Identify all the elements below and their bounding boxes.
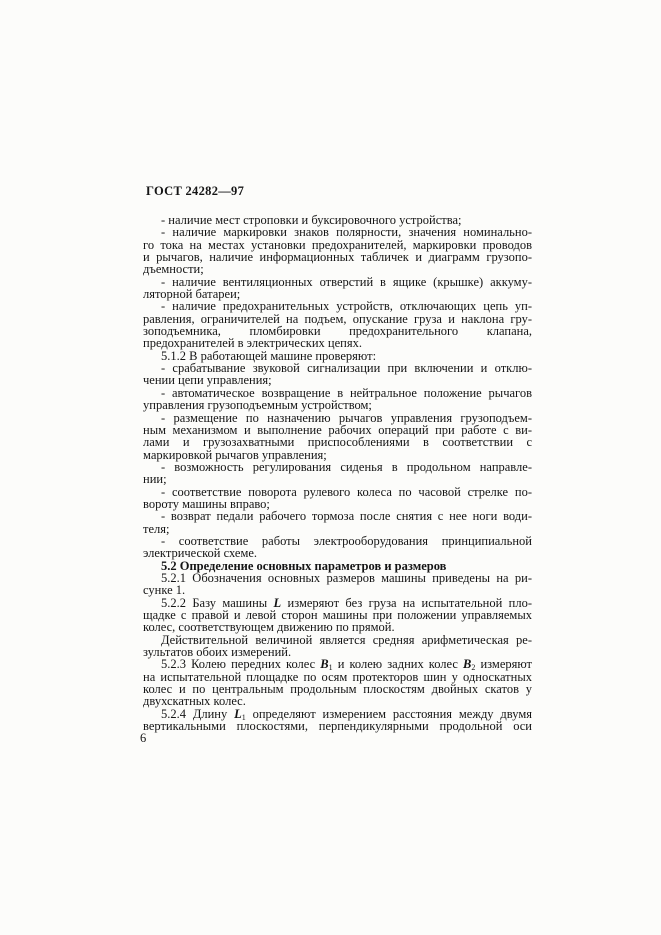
text-line: лами и грузозахватными приспособлениями в соответствии с	[143, 435, 532, 450]
subscript: 2	[471, 663, 476, 673]
text-line: электрической схеме.	[143, 546, 258, 561]
text-line: го тока на местах установки предохранителей, маркировки проводов	[143, 237, 532, 252]
paragraph	[143, 276, 532, 301]
text-line: 5.2.2 Базу машины L измеряют без груза на испытательной пло-	[161, 595, 532, 610]
paragraph	[143, 486, 532, 511]
text-line: дъемности;	[143, 262, 204, 277]
text-line: на испытательной площадке по осям протекторов шин у односкатных	[143, 669, 532, 684]
text-line: чении цепи управления;	[143, 373, 272, 388]
text-line: и рычагов, наличие информационных табличек и диаграмм грузопо-	[143, 250, 532, 265]
text-line: - наличие маркировки знаков полярности, значения номинально-	[161, 225, 532, 240]
text-line: 5.2.3 Колею передних колес $B_1$ и колею задних колес $B_2$ измеряют	[161, 657, 533, 673]
paragraph	[143, 412, 532, 461]
text-line: двухскатных колес.	[143, 694, 246, 709]
paragraph	[143, 572, 532, 597]
text-line: - автоматическое возвращение в нейтральное положение рычагов	[161, 385, 532, 400]
paragraph	[143, 226, 532, 275]
text-line: нии;	[143, 472, 167, 487]
dimension-variable: L	[273, 595, 282, 610]
text-line: Действительной величиной является средняя арифметическая ре-	[161, 632, 532, 647]
page-number: 6	[140, 731, 147, 745]
paragraph	[143, 300, 532, 349]
subscript: 1	[328, 663, 333, 673]
text-line: щадке с правой и левой сторон машины при положении управляемых	[143, 608, 532, 622]
text-line: теля;	[143, 521, 170, 536]
subscript: 1	[241, 712, 246, 722]
dimension-variable: B	[463, 657, 472, 672]
text-line: - возврат педали рабочего тормоза после снятия с нее ноги води-	[161, 509, 532, 524]
text-line: маркировкой рычагов управления;	[143, 447, 327, 462]
text-line: - соответствие поворота рулевого колеса по часовой стрелке по-	[161, 484, 532, 499]
text-line: - наличие вентиляционных отверстий в ящике (крышке) аккуму-	[161, 274, 532, 289]
paragraph	[143, 362, 532, 387]
text-line: зультатов обоих измерений.	[143, 645, 292, 660]
text-line: равления, ограничителей на подъем, опускание груза и наклона гру-	[143, 311, 532, 326]
text-line: 5.1.2 В работающей машине проверяют:	[161, 348, 377, 363]
page-content	[143, 184, 532, 732]
paragraph	[143, 634, 532, 659]
text-line: - наличие предохранительных устройств, отключающих цепь уп-	[161, 299, 532, 314]
dimension-variable: L	[234, 706, 242, 721]
text-line: - возможность регулирования сиденья в продольном направле-	[161, 459, 532, 474]
text-line: вороту машины вправо;	[143, 496, 270, 511]
text-line: сунке 1.	[143, 583, 186, 598]
paragraph	[143, 510, 532, 535]
document-standard-header: ГОСТ 24282—97	[146, 184, 245, 198]
text-line: зоподъемника, пломбировки предохранительного клапана,	[143, 324, 532, 339]
dimension-variable: B	[320, 657, 329, 672]
text-line: предохранителей в электрических цепях.	[143, 336, 362, 351]
text-line: вертикальными плоскостями, перпендикулярными продольной оси	[143, 719, 532, 734]
text-line: колес, соответствующем движению по прямой.	[143, 620, 395, 635]
paragraph	[143, 597, 532, 634]
text-line: колес и по центральным продольным плоскостям двойных скатов у	[143, 682, 532, 697]
document-body	[143, 214, 532, 732]
text-line: ляторной батареи;	[143, 287, 241, 302]
text-line: 5.2.1 Обозначения основных размеров машины приведены на ри-	[161, 570, 532, 585]
paragraph	[143, 535, 532, 560]
paragraph	[143, 387, 532, 412]
text-line: ным механизмом и выполнение рабочих операций при работе с ви-	[143, 422, 532, 437]
text-line: - срабатывание звуковой сигнализации при включении и отклю-	[161, 361, 532, 376]
text-line: 5.2.4 Длину $L_1$ определяют измерением расстояния между двумя	[161, 706, 532, 722]
text-line: - соответствие работы электрооборудования принципиальной	[161, 533, 532, 548]
text-line: 5.2 Определение основных параметров и размеров	[161, 558, 447, 573]
text-line: - размещение по назначению рычагов управления грузоподъем-	[161, 410, 532, 425]
paragraph	[143, 461, 532, 486]
text-line: - наличие мест строповки и буксировочного устройства;	[161, 213, 462, 227]
paragraph	[143, 708, 532, 733]
paragraph	[143, 658, 532, 707]
text-line: управления грузоподъемным устройством;	[143, 398, 372, 413]
